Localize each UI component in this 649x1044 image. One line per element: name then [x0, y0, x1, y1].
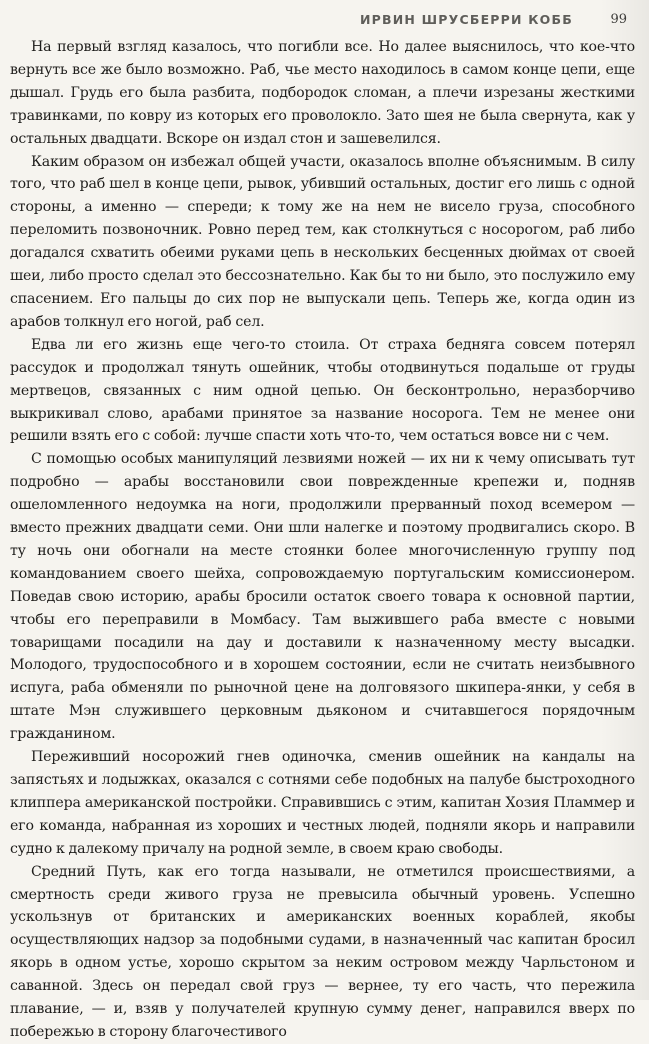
page-header — [360, 8, 627, 30]
paragraph: Переживший носорожий гнев одиночка, сменив ошейник на кандалы на запястьях и лодыжках, оказался с сотнями себе подобных на палубе быстроходного клиппера американской постройки. Справившись с этим, капитан Хозия Пламмер и его команда, набранная из хороших и честных людей, подняли якорь и направили судно к далекому причалу на родной земле, в своем краю свободы. — [10, 749, 635, 857]
body-text — [10, 36, 635, 1044]
running-head: ИРВИН ШРУСБЕРРИ КОББ — [360, 11, 573, 27]
page-number: 99 — [610, 11, 627, 27]
paragraph: На первый взгляд казалось, что погибли все. Но далее выяснилось, что кое-что вернуть все же было возможно. Раб, чье место находилось в самом конце цепи, еще дышал. Грудь его была разбита, подбородок сломан, а плечи изрезаны жесткими травинками, по ковру из которых его проволокло. Зато шея не была свернута, как у остальных двадцати. Вскоре он издал стон и зашевелился. — [10, 39, 635, 147]
paragraph: Каким образом он избежал общей участи, оказалось вполне объяснимым. В силу того, что раб шел в конце цепи, рывок, убивший остальных, достиг его лишь с одной стороны, а именно — спереди; к тому же на нем не висело груза, способного переломить позвоночник. Ровно перед тем, как столкнуться с носорогом, раб либо догадался схватить обеими руками цепь в нескольких бесценных дюймах от своей шеи, либо просто сделал это бессознательно. Как бы то ни было, это послужило ему спасением. Его пальцы до сих пор не выпускали цепь. Теперь же, когда один из арабов толкнул его ногой, раб сел. — [10, 153, 635, 330]
paragraph: Средний Путь, как его тогда называли, не отметился происшествиями, а смертность среди живого груза не превысила обычный уровень. Успешно ускользнув от британских и американских военных кораблей, якобы осуществляющих надзор за подобными судами, в назначенный час капитан бросил якорь в одном устье, хорошо скрытом за неким островом между Чарльстоном и саванной. Здесь он передал свой груз — вернее, ту его часть, что пережила плавание, — и, взяв у получателей крупную сумму денег, направился вверх по побережью в сторону благочестивого — [10, 863, 635, 1040]
paragraph: Едва ли его жизнь еще чего-то стоила. От страха бедняга совсем потерял рассудок и продолжал тянуть ошейник, чтобы отодвинуться подальше от груды мертвецов, связанных с ним одной цепью. Он бесконтрольно, неразборчиво выкрикивал слово, арабами принятое за название носорога. Тем не менее они решили взять его с собой: лучше спасти хоть что-то, чем остаться вовсе ни с чем. — [10, 336, 635, 445]
paragraph: С помощью особых манипуляций лезвиями ножей — их ни к чему описывать тут подробно — арабы восстановили свои поврежденные крепежи и, подняв ошеломленного недоумка на ноги, продолжили прерванный поход всемером — вместо прежних двадцати семи. Они шли налегке и поэтому продвигались скоро. В ту ночь они обогнали на месте стоянки более многочисленную группу под командованием своего шейха, сопровождаемую португальским комиссионером. Поведав свою историю, арабы бросили остаток своего товара к основной партии, чтобы его переправили в Момбасу. Там выжившего раба вместе с новыми товарищами посадили на дау и доставили к назначенному месту высадки. Молодого, трудоспособного и в хорошем состоянии, если не считать неизбывного испуга, раба обменяли по рыночной цене на долговязого шкипера-янки, у себя в штате Мэн служившего церковным дьяконом и считавшегося порядочным гражданином. — [10, 451, 635, 743]
